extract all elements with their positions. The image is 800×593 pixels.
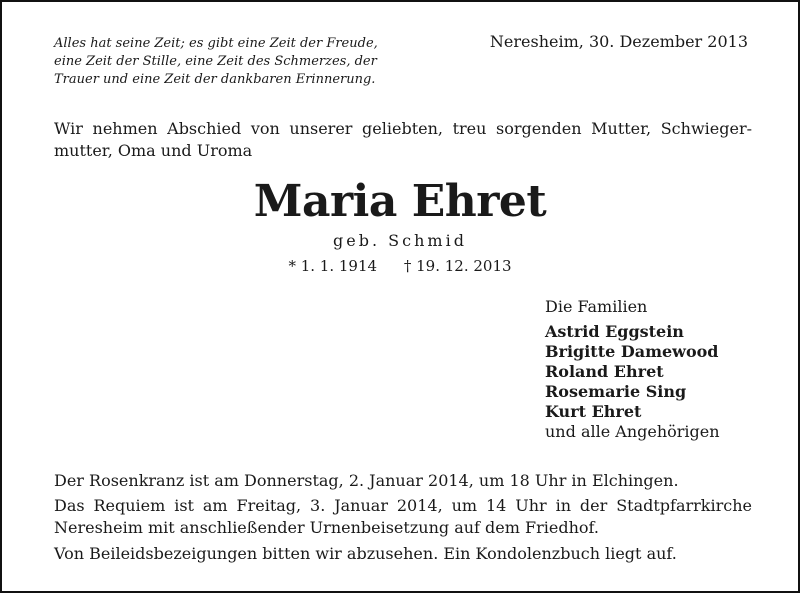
requiem-line: Das Requiem ist am Freitag, 3. Januar 2014, um 14 Uhr in der Stadtpfarrkirche — [54, 496, 752, 515]
opening-quote — [54, 35, 378, 89]
mourner-name: Kurt Ehret — [545, 402, 642, 421]
quote-line: Alles hat seine Zeit; es gibt eine Zeit der Freude, — [54, 36, 378, 51]
mourner-name: Astrid Eggstein — [545, 322, 684, 341]
quote-line: Trauer und eine Zeit der dankbaren Erinnerung. — [54, 72, 376, 87]
mourner-name: Rosemarie Sing — [545, 382, 687, 401]
rosary-info: Der Rosenkranz ist am Donnerstag, 2. Januar 2014, um 18 Uhr in Elchingen. — [54, 471, 679, 490]
mourner-name: Brigitte Damewood — [545, 342, 719, 361]
requiem-line: Neresheim mit anschließender Urnenbeisetzung auf dem Friedhof. — [54, 518, 599, 537]
requiem-info — [54, 495, 752, 539]
condolence-note: Von Beileidsbezeigungen bitten wir abzusehen. Ein Kondolenzbuch liegt auf. — [54, 544, 677, 563]
mourners-tail: und alle Angehörigen — [545, 422, 720, 441]
life-dates — [2, 255, 798, 277]
mourner-name: Roland Ehret — [545, 362, 664, 381]
mourners-lead: Die Familien — [545, 297, 648, 316]
quote-line: eine Zeit der Stille, eine Zeit des Schmerzes, der — [54, 54, 377, 69]
deceased-name: Maria Ehret — [253, 176, 547, 227]
intro-line: Wir nehmen Abschied von unserer geliebten, treu sorgenden Mutter, Schwieger- — [54, 119, 752, 138]
birth-date: * 1. 1. 1914 — [288, 257, 378, 275]
farewell-intro — [54, 118, 752, 162]
mourners-block — [545, 297, 720, 442]
intro-line: mutter, Oma und Uroma — [54, 141, 253, 160]
death-date: † 19. 12. 2013 — [403, 257, 512, 275]
place-and-date: Neresheim, 30. Dezember 2013 — [489, 32, 748, 51]
maiden-name: geb. Schmid — [333, 231, 467, 250]
